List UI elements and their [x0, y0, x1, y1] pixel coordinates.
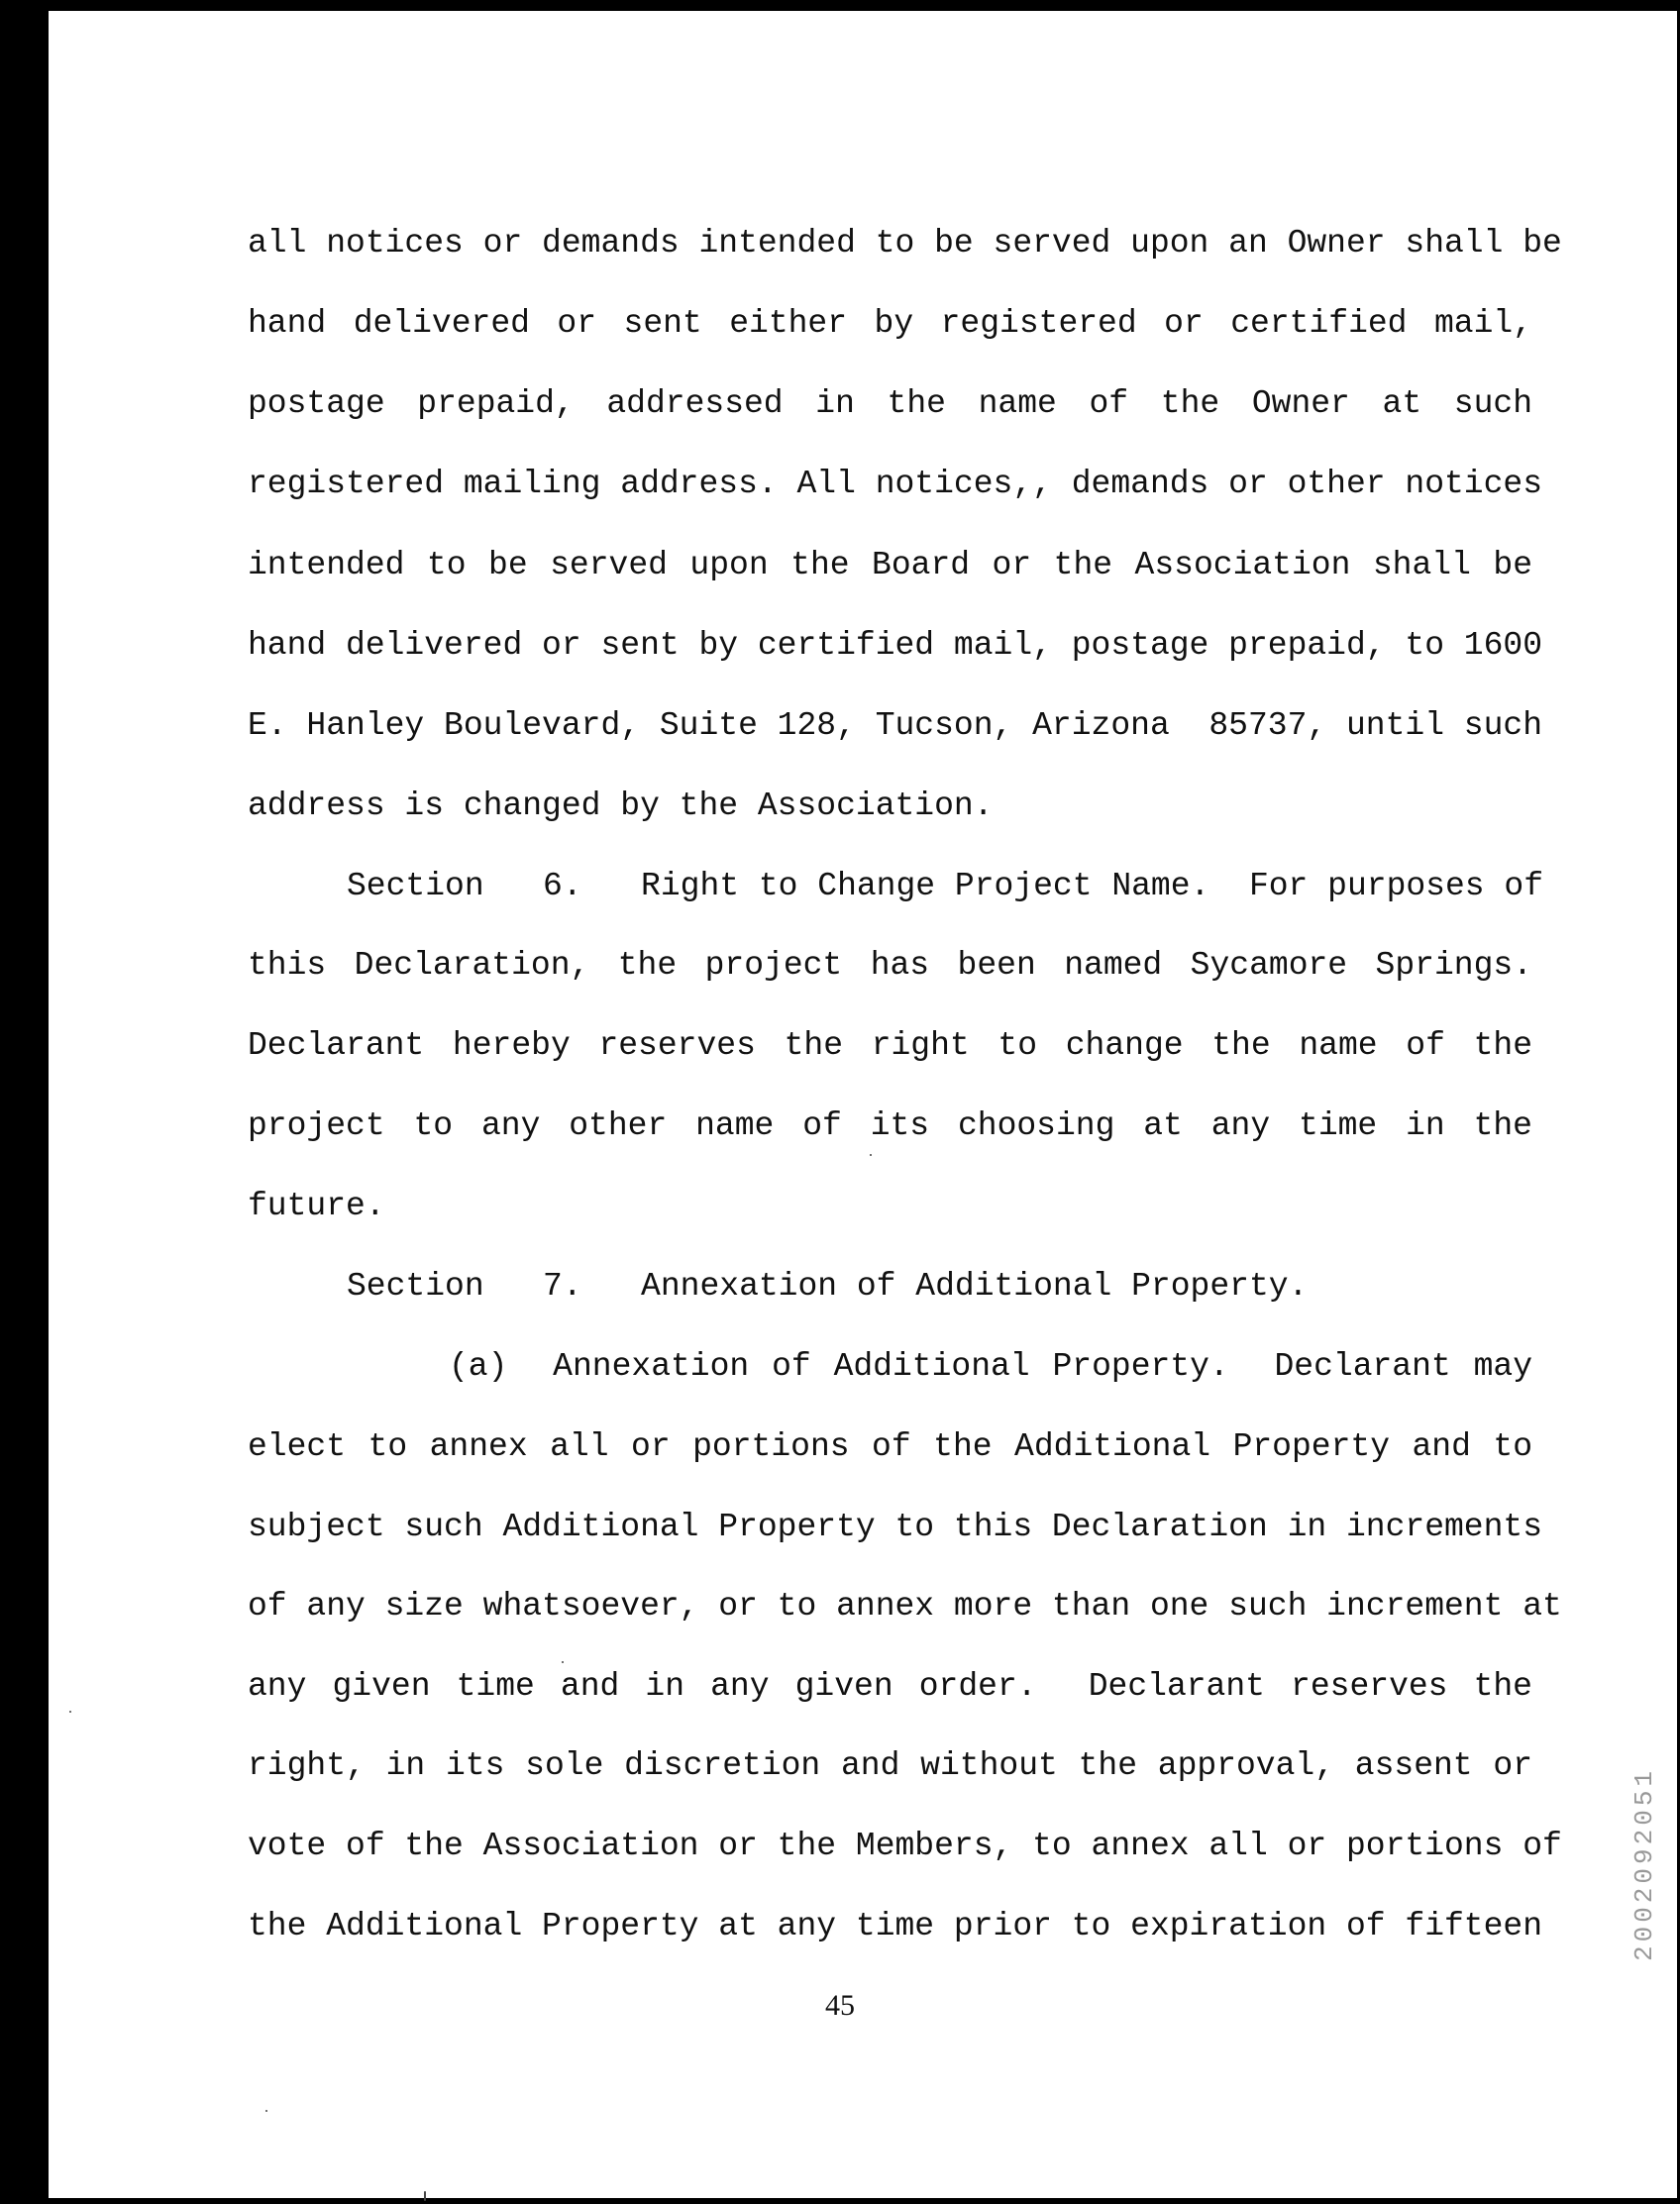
scan-speck	[562, 1661, 564, 1663]
body-line: right, in its sole discretion and without the approval, assent or	[248, 1747, 1532, 1784]
body-line: address is changed by the Association.	[248, 787, 994, 824]
body-line: elect to annex all or portions of the Additional Property and to	[248, 1428, 1532, 1465]
body-line: hand delivered or sent either by registered or certified mail,	[248, 305, 1532, 342]
scan-speck	[870, 1154, 872, 1156]
body-line: postage prepaid, addressed in the name of the Owner at such	[248, 385, 1532, 422]
scan-speck	[265, 2110, 267, 2112]
body-line: all notices or demands intended to be served upon an Owner shall be	[248, 225, 1562, 262]
bates-stamp: 2002092051	[1629, 1766, 1659, 1961]
body-line: hand delivered or sent by certified mail, postage prepaid, to 1600	[248, 627, 1543, 664]
body-line: project to any other name of its choosing at any time in the	[248, 1107, 1532, 1144]
scan-speck	[424, 2191, 426, 2201]
body-line: Declarant hereby reserves the right to change the name of the	[248, 1027, 1532, 1064]
body-line: subject such Additional Property to this Declaration in increments	[248, 1509, 1543, 1545]
scan-speck	[69, 1711, 71, 1713]
section-heading-6: Section 6. Right to Change Project Name. For purposes of	[347, 868, 1543, 904]
body-line: vote of the Association or the Members, to annex all or portions of	[248, 1828, 1562, 1864]
body-line: registered mailing address. All notices,, demands or other notices	[248, 466, 1543, 502]
body-line: E. Hanley Boulevard, Suite 128, Tucson, Arizona 85737, until such	[248, 707, 1543, 744]
page-number: 45	[825, 1989, 855, 2022]
body-line: intended to be served upon the Board or the Association shall be	[248, 547, 1532, 583]
body-line: this Declaration, the project has been named Sycamore Springs.	[248, 947, 1532, 984]
body-line: future.	[248, 1188, 385, 1224]
section-heading-7: Section 7. Annexation of Additional Property.	[347, 1268, 1309, 1305]
body-line: any given time and in any given order. Declarant reserves the	[248, 1668, 1532, 1705]
body-line: the Additional Property at any time prior to expiration of fifteen	[248, 1908, 1543, 1944]
body-line: of any size whatsoever, or to annex more than one such increment at	[248, 1588, 1562, 1625]
subsection-heading-a: (a) Annexation of Additional Property. Declarant may	[449, 1348, 1532, 1385]
